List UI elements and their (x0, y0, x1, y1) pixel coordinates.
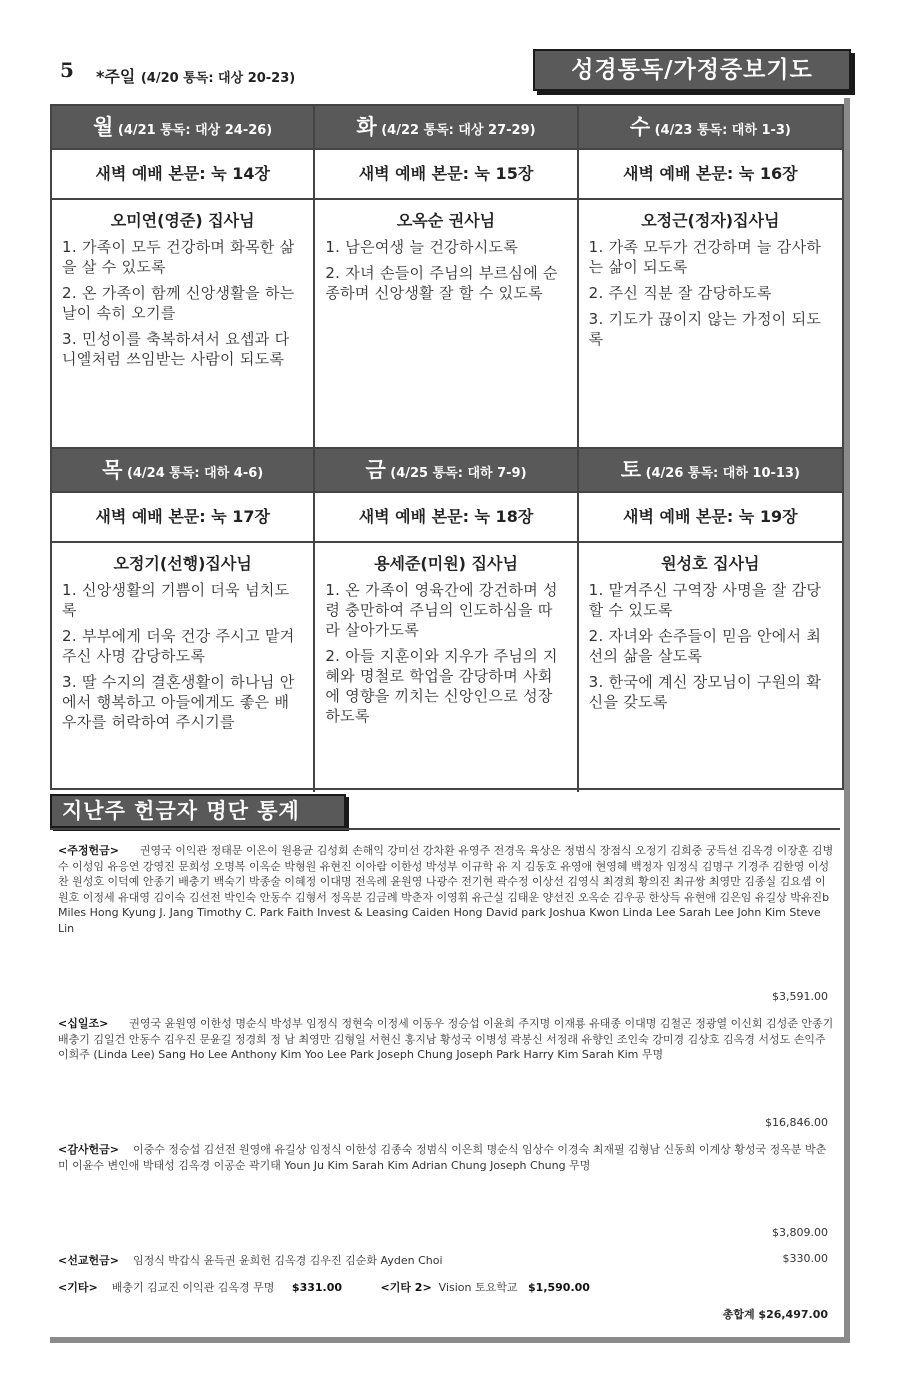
day-header (52, 449, 313, 491)
prayer-item: 2. 부부에게 더욱 건강 주시고 맡겨주신 사명 감당하도록 (62, 627, 295, 665)
stats-title: 지난주 헌금자 명단 통계 (50, 794, 346, 828)
day-name: 수 (629, 115, 651, 139)
day-detail: (4/24 통독: 대하 4-6) (126, 466, 264, 481)
sermon-text: 새벽 예배 본문: 눅 18장 (315, 491, 576, 543)
frame-shadow (844, 98, 850, 1343)
sunday-label: *주일 (96, 67, 136, 86)
tithe-offering (58, 1016, 834, 1063)
day-name: 월 (93, 115, 114, 139)
offering-label: <감사헌금> (58, 1143, 119, 1156)
sermon-text: 새벽 예배 본문: 눅 16장 (579, 148, 842, 200)
deacon-name: 오옥순 권사님 (396, 211, 496, 230)
stats-divider (50, 828, 840, 830)
tithe-total: $16,846.00 (765, 1116, 828, 1129)
sermon-text: 새벽 예배 본문: 눅 17장 (52, 491, 313, 543)
prayer-item: 3. 한국에 계신 장모님이 구원의 확신을 갖도록 (588, 673, 822, 711)
day-header (315, 449, 576, 491)
thanks-offering (58, 1142, 834, 1173)
day-name: 목 (102, 458, 123, 482)
prayer-list (52, 231, 313, 375)
prayer-item: 2. 아들 지훈이와 지우가 주님의 지혜와 명철로 학업을 감당하며 사회에 영향을 끼치는 신앙인으로 성장하도록 (325, 647, 558, 725)
offering-label: <십일조> (58, 1017, 109, 1030)
grand-total: 총합계 $26,497.00 (722, 1308, 828, 1321)
day-name: 화 (356, 115, 377, 139)
deacon-name: 원성호 집사님 (661, 554, 760, 573)
day-detail: (4/26 통독: 대하 10-13) (645, 466, 800, 481)
prayer-item: 1. 맡겨주신 구역장 사명을 잘 감당할 수 있도록 (588, 581, 822, 619)
deacon-name: 용세준(미원) 집사님 (374, 554, 518, 573)
offering-names: 권영국 윤원영 이한성 명순식 박성부 임정식 정현숙 이정세 이동우 정승섭 이윤희 주지명 이재룡 유태종 이대명 김철곤 정광열 이신회 김성준 안종기 배충기 김일건 안동수 김우진 문윤길 정경희 정 남 최영만 김형일 서현신 홍지남 황성국 이병성 곽봉신 서정래 유향인 조인숙 강미경 김상호 김옥경 서성도 손익주 이희주 (Linda Lee) Sang Ho Lee Anthony Kim Yoo Lee Park Joseph Chung Joseph Park Harry Kim Sarah Kim 무명 (58, 1017, 834, 1061)
prayer-list (315, 574, 576, 732)
prayer-item: 3. 민성이를 축복하셔서 요셉과 다니엘처럼 쓰임받는 사람이 되도록 (62, 330, 290, 368)
day-header (579, 449, 842, 491)
prayer-item: 2. 주신 직분 잘 감당하도록 (588, 284, 772, 302)
day-card (52, 449, 315, 792)
prayer-item: 1. 신앙생활의 기쁨이 더욱 넘치도록 (62, 581, 290, 619)
offering-names: 배충기 김교진 이익관 김옥경 무명 (111, 1281, 275, 1294)
thanks-total: $3,809.00 (772, 1226, 828, 1239)
other-total: $331.00 (291, 1281, 343, 1294)
day-detail: (4/22 통독: 대상 27-29) (381, 123, 536, 138)
sunday-reading (96, 64, 295, 87)
day-card (315, 106, 578, 449)
prayer-item: 2. 자녀 손들이 주님의 부르심에 순종하며 신앙생활 잘 할 수 있도록 (325, 264, 558, 302)
mission-offering (58, 1252, 443, 1268)
other2-total: $1,590.00 (528, 1281, 590, 1294)
offering-label: <주정헌금> (58, 844, 119, 857)
prayer-list (315, 231, 576, 309)
offering-names: 권영국 이익관 정태문 이은이 원용균 김성회 손해익 강미선 강차환 유영주 전경옥 육상은 정범식 장점식 오정기 김희중 궁득선 김옥경 이장훈 김병수 이성임 유응연 강영진 문희성 오명복 이옥순 박형원 유현진 이아람 이한성 박성부 이규학 유 지 김동호 유영애 현영혜 백정자 임정식 김명구 기경주 김한영 이성찬 원성호 이덕예 안종기 배충기 백숙기 박종술 이혜정 이대명 전옥례 윤원영 나광수 전기현 곽수정 이상선 김영식 최경희 황의진 최규쌍 최영만 김종실 김요셉 이원호 이정세 유대영 김이숙 김선전 박인숙 안동수 김형서 정옥분 김금례 박춘자 이영휘 유근실 김태운 양선진 오옥순 김우공 한상득 유현애 김은임 유길상 박유진b Miles Hong Kyung J. Jang Timothy C. Park Faith Invest & Leasing Caiden Hong David park Joshua Kwon Linda Lee Sarah Lee John Kim Steve Lin (58, 844, 834, 935)
deacon-name: 오미연(영준) 집사님 (110, 211, 255, 230)
page-number: 5 (60, 58, 74, 82)
prayer-item: 1. 가족이 모두 건강하며 화목한 삶을 살 수 있도록 (62, 238, 295, 276)
frame-bottom (50, 1337, 850, 1343)
deacon-name: 오정기(선행)집사님 (113, 554, 252, 573)
section-title: 성경통독/가정중보기도 (533, 49, 851, 91)
day-card (315, 449, 578, 792)
prayer-list (52, 574, 313, 738)
offering-label: <기타> (58, 1281, 98, 1294)
offering-names: 이중수 정승섭 김선전 원영애 유길상 임정식 이한성 김종숙 정범식 이은희 명순식 임상수 이경숙 최재필 김형남 신동희 이계상 황성국 정옥분 박춘미 이윤수 변인애 박태성 김옥경 이공순 곽기태 Youn Ju Kim Sarah Kim Adrian Chung Joseph Chung 무명 (58, 1143, 827, 1172)
day-name: 금 (365, 458, 386, 482)
day-header (315, 106, 576, 148)
prayer-item: 3. 딸 수지의 결혼생활이 하나님 안에서 행복하고 아들에게도 좋은 배우자를 허락하여 주시기를 (62, 673, 295, 731)
sermon-text: 새벽 예배 본문: 눅 19장 (579, 491, 842, 543)
day-detail: (4/23 통독: 대하 1-3) (654, 123, 791, 138)
day-detail: (4/21 통독: 대상 24-26) (117, 123, 273, 138)
prayer-item: 3. 기도가 끊이지 않는 가정이 되도록 (588, 310, 822, 348)
day-name: 토 (620, 458, 642, 482)
offering-names: 임정식 박갑식 윤득권 윤희헌 김옥경 김우진 김순화 Ayden Choi (132, 1254, 443, 1267)
prayer-item: 1. 온 가족이 영육간에 강건하며 성령 충만하여 주님의 인도하심을 따라 살아가도록 (325, 581, 558, 639)
offering-label: <선교헌금> (58, 1254, 119, 1267)
weekly-offering (58, 843, 834, 936)
prayer-item: 1. 가족 모두가 건강하며 늘 감사하는 삶이 되도록 (588, 238, 822, 276)
day-card (52, 106, 315, 449)
weekly-total: $3,591.00 (772, 990, 828, 1003)
sunday-detail: (4/20 통독: 대상 20-23) (140, 71, 296, 86)
deacon-name: 오정근(정자)집사님 (641, 211, 780, 230)
sermon-text: 새벽 예배 본문: 눅 14장 (52, 148, 313, 200)
prayer-list (579, 574, 842, 718)
other-offering (58, 1279, 590, 1295)
offering-label: <기타 2> (380, 1281, 432, 1294)
day-card (579, 106, 842, 449)
mission-total: $330.00 (782, 1252, 828, 1265)
sermon-text: 새벽 예배 본문: 눅 15장 (315, 148, 576, 200)
prayer-list (579, 231, 842, 355)
day-header (579, 106, 842, 148)
prayer-item: 1. 남은여생 늘 건강하시도록 (325, 238, 519, 256)
prayer-item: 2. 온 가족이 함께 신앙생활을 하는 날이 속히 오기를 (62, 284, 295, 322)
prayer-item: 2. 자녀와 손주들이 믿음 안에서 최선의 삶을 살도록 (588, 627, 822, 665)
day-card (579, 449, 842, 792)
offering-names: Vision 토요학교 (438, 1281, 518, 1294)
day-detail: (4/25 통독: 대하 7-9) (390, 466, 527, 481)
day-header (52, 106, 313, 148)
prayer-grid (50, 104, 844, 790)
